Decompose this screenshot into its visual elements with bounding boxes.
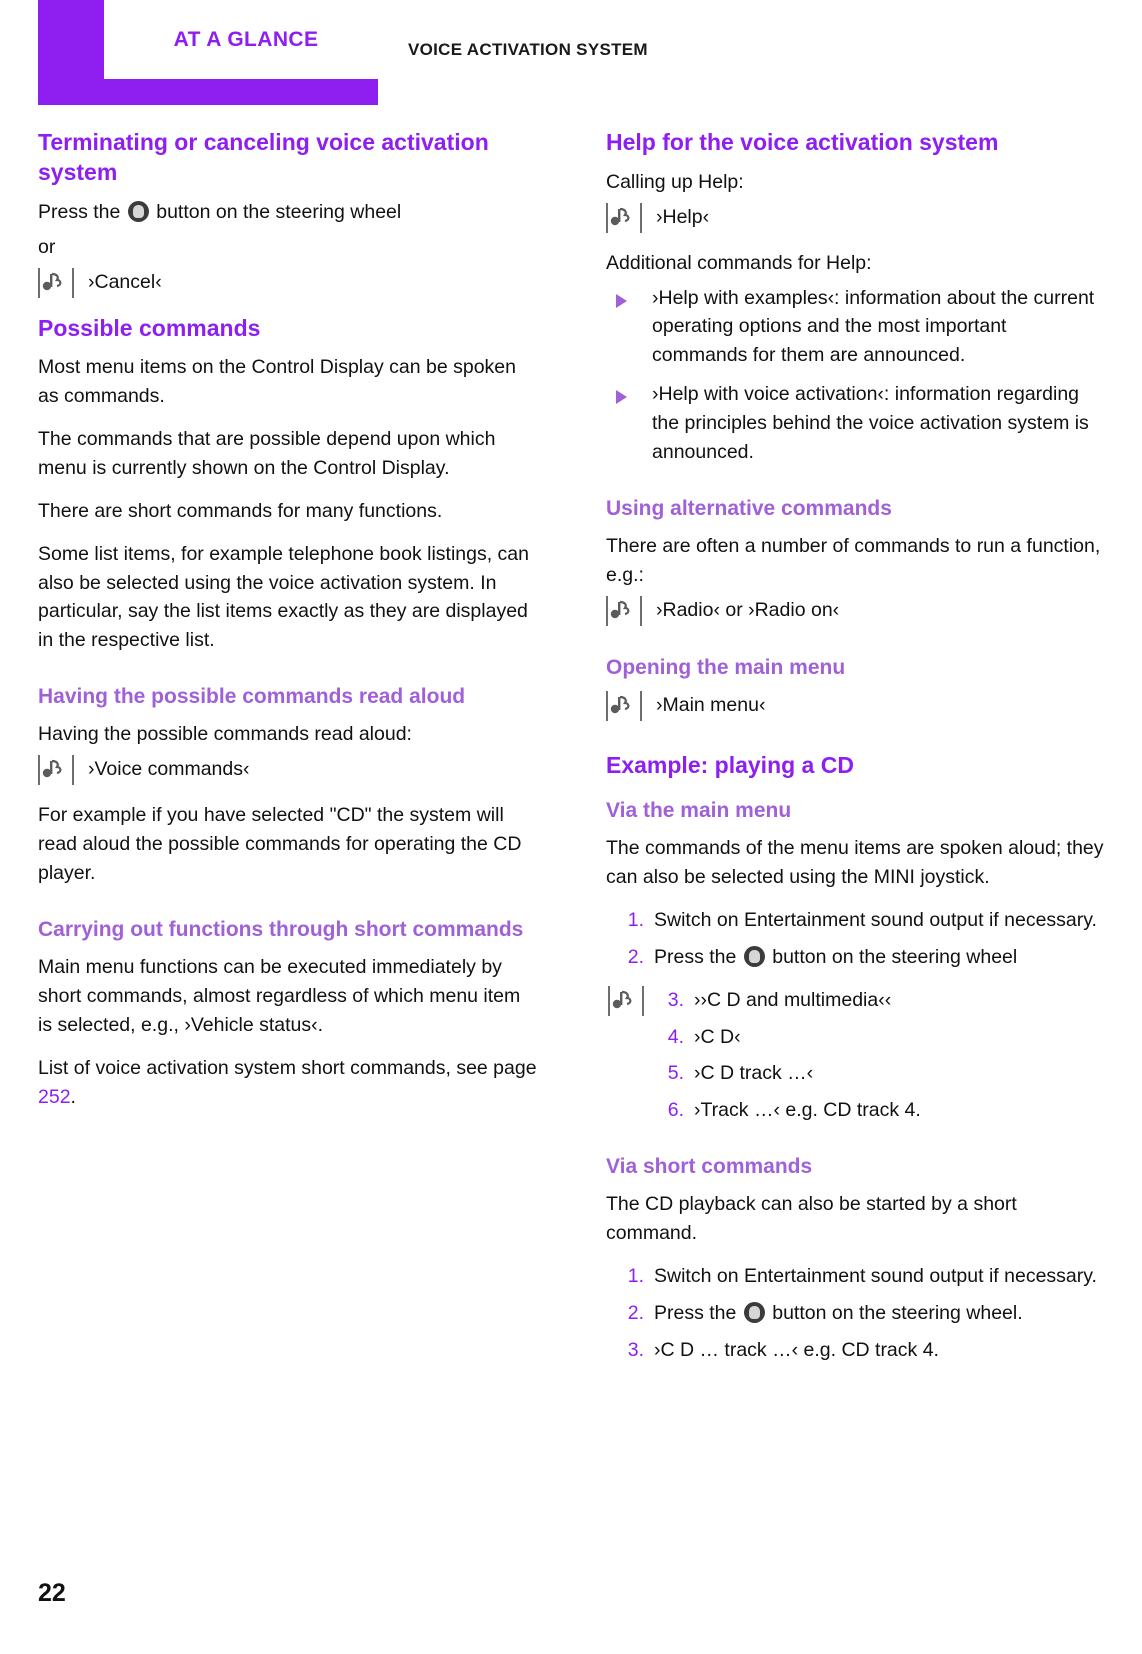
heading-alternative-commands: Using alternative commands: [606, 496, 892, 520]
voice-command-help: [606, 203, 1106, 233]
steps-short-commands: [606, 1262, 1106, 1365]
voice-command-voice-commands-text: ›Voice commands‹: [88, 758, 250, 781]
step-number: 3.: [667, 988, 684, 1011]
page-columns: [0, 128, 1142, 1379]
list-item: [606, 906, 1106, 935]
step-text: ›C D‹: [694, 1025, 741, 1048]
list-item: [606, 1059, 1106, 1088]
heading-via-short-commands: Via short commands: [606, 1155, 813, 1179]
paragraph-calling-up-help: Calling up Help:: [606, 170, 744, 193]
heading-help-voice-activation: Help for the voice activation system: [606, 129, 999, 155]
heading-commands-read-aloud: Having the possible commands read aloud: [38, 685, 466, 709]
list-item: [606, 986, 1106, 1015]
paragraph-possible-4: Some list items, for example telephone book listings, can also be selected using the voice activation system. In particular, say the list items exactly as they are displayed in the respective list.: [38, 542, 529, 652]
step-text: ›C D track …‹: [694, 1062, 814, 1085]
header-tab: [104, 0, 388, 79]
heading-terminating-voice-activation: Terminating or canceling voice activation system: [38, 129, 489, 185]
step-number: 1.: [627, 1265, 644, 1288]
steps-main-menu-commands: [606, 986, 1106, 1125]
paragraph-via-main-menu-intro: The commands of the menu items are spoken aloud; they can also be selected using the MINI joystick.: [606, 837, 1104, 889]
step-text-before: Press the: [654, 945, 737, 968]
page-header: [0, 0, 1142, 105]
paragraph-read-aloud-intro: Having the possible commands read aloud:: [38, 723, 412, 746]
paragraph-read-aloud-example: For example if you have selected "CD" the system will read aloud the possible commands for operating the CD player.: [38, 804, 522, 884]
right-column: [606, 128, 1106, 1379]
press-the-text: Press the: [38, 200, 121, 223]
voice-command-icon: [606, 596, 642, 626]
left-column: [38, 128, 538, 1379]
list-item: ›Help with examples‹: information about the current operating options and the most important commands for them are announced.: [606, 284, 1106, 371]
main-menu-steps-block: [606, 906, 1106, 1125]
list-item: ›Help with voice activation‹: information regarding the principles behind the voice activation system is announced.: [606, 380, 1106, 467]
voice-command-icon: [38, 755, 74, 785]
heading-via-main-menu: Via the main menu: [606, 798, 792, 822]
heading-short-commands: Carrying out functions through short commands: [38, 917, 524, 941]
steps-main-menu: [606, 906, 1106, 972]
paragraph-alternative-intro: There are often a number of commands to run a function, e.g.:: [606, 535, 1101, 586]
step-number: 3.: [627, 1338, 644, 1361]
steering-wheel-button-icon: [744, 1302, 765, 1323]
step-number: 4.: [667, 1025, 684, 1048]
page-reference-link[interactable]: 252: [38, 1085, 71, 1108]
list-item: [606, 1096, 1106, 1125]
list-item: [606, 1299, 1106, 1328]
step-number: 5.: [667, 1062, 684, 1085]
step-text: ›C D … track …‹ e.g. CD track 4.: [654, 1338, 939, 1361]
step-text: Switch on Entertainment sound output if necessary.: [654, 908, 1097, 931]
paragraph-short-commands-2: [38, 1054, 538, 1112]
list-item: [606, 1262, 1106, 1291]
voice-command-cancel: [38, 268, 538, 298]
paragraph-short-commands-1: Main menu functions can be executed immediately by short commands, almost regardless of which menu item is selected, e.g., ›Vehicle status‹.: [38, 956, 521, 1036]
step-text-after: button on the steering wheel: [772, 945, 1018, 968]
paragraph-possible-1: Most menu items on the Control Display can be spoken as commands.: [38, 356, 516, 408]
step-text: Switch on Entertainment sound output if necessary.: [654, 1265, 1097, 1288]
voice-command-voice-commands: [38, 755, 538, 785]
voice-command-icon: [606, 203, 642, 233]
step-number: 2.: [627, 945, 644, 968]
steering-wheel-button-icon: [744, 946, 765, 967]
short-commands-ref-before: List of voice activation system short commands, see page: [38, 1056, 537, 1079]
header-section-label: VOICE ACTIVATION SYSTEM: [408, 40, 648, 59]
paragraph-additional-help-label: Additional commands for Help:: [606, 251, 872, 274]
voice-command-radio-text: ›Radio‹ or ›Radio on‹: [656, 598, 840, 621]
paragraph-via-short-commands-intro: The CD playback can also be started by a short command.: [606, 1193, 1017, 1245]
voice-command-help-text: ›Help‹: [656, 205, 710, 228]
voice-command-icon: [606, 691, 642, 721]
steering-wheel-button-icon: [128, 201, 149, 222]
step-text-after: button on the steering wheel.: [772, 1302, 1023, 1325]
step-text: ›Track …‹ e.g. CD track 4.: [694, 1099, 921, 1122]
voice-command-icon: [38, 268, 74, 298]
voice-command-main-menu: [606, 691, 1106, 721]
step-number: 6.: [667, 1099, 684, 1122]
paragraph-possible-3: There are short commands for many functions.: [38, 499, 443, 522]
voice-command-cancel-text: ›Cancel‹: [88, 270, 162, 293]
help-bullet-list: [606, 284, 1106, 467]
heading-opening-main-menu: Opening the main menu: [606, 655, 846, 679]
step-text-before: Press the: [654, 1302, 737, 1325]
paragraph-possible-2: The commands that are possible depend upon which menu is currently shown on the Control Display.: [38, 428, 496, 479]
page-number: 22: [38, 1579, 66, 1607]
heading-example-playing-cd: Example: playing a CD: [606, 752, 854, 779]
paragraph-or: or: [38, 235, 56, 258]
list-item: [606, 943, 1106, 972]
list-item: [606, 1023, 1106, 1052]
short-commands-ref-after: .: [70, 1085, 76, 1108]
header-tab-label: AT A GLANCE: [173, 27, 319, 51]
list-item: [606, 1336, 1106, 1365]
press-the-text-after: button on the steering wheel: [156, 200, 402, 223]
step-number: 1.: [627, 908, 644, 931]
step-number: 2.: [627, 1302, 644, 1325]
heading-possible-commands: Possible commands: [38, 314, 261, 341]
paragraph-press-button: [38, 198, 538, 227]
voice-command-main-menu-text: ›Main menu‹: [656, 694, 766, 717]
voice-command-radio: [606, 596, 1106, 626]
step-text: ››C D and multimedia‹‹: [694, 988, 892, 1011]
header-accent-bar: [38, 0, 378, 105]
